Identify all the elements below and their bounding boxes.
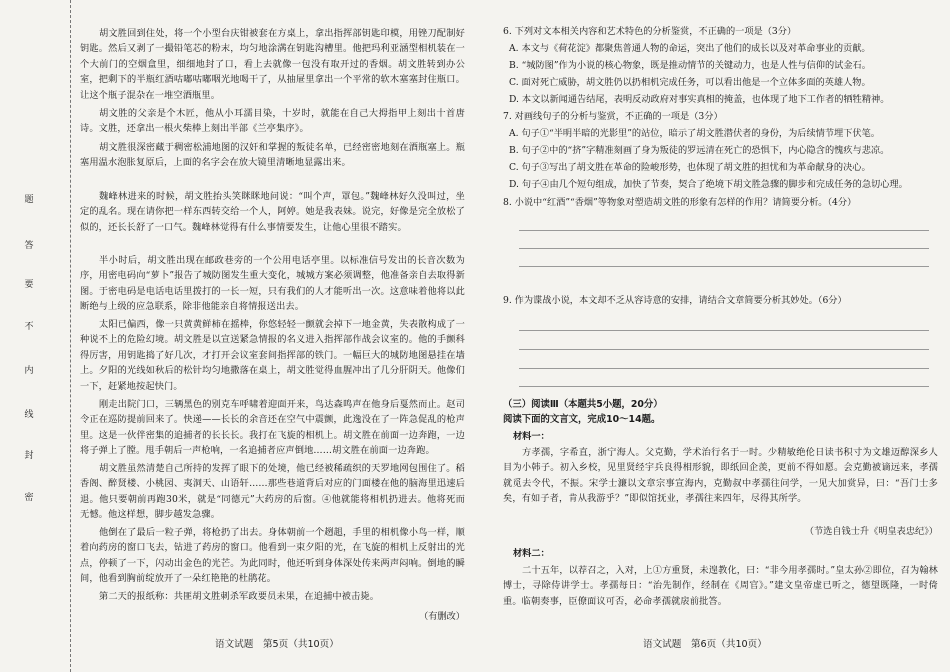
answer-line[interactable] — [519, 386, 929, 387]
page-footer: 语文试题 第6页（共10页） — [643, 639, 767, 650]
material-2-text: 二十五年，以荐召之，入对，上①方重贤，未遑教化，曰：“非今用孝孺时。”皇太孙②即位，召为翰林博士，寻除侍讲学士。孝孺每日：“治先制作，经制在《周官》。”建文皇帝虚已听之，德望既隆，一时倚重。临朝奏事，臣僚面议可否，必命孝孺就扆前批答。 — [503, 565, 938, 607]
page-5-column — [80, 0, 465, 672]
section-3-title: （三）阅读Ⅲ（本题共5小题，20分） — [503, 399, 663, 410]
answer-line[interactable] — [519, 349, 929, 350]
binding-label: 线 — [24, 410, 34, 420]
story-paragraph: 他倒在了最后一粒子弹，将枪扔了出去。身体朝前一个趔趄，手里的相机像小鸟一样，顺着向药房的窗口飞去，钻进了药房的窗口。他看到一束夕阳的光，在飞旋的相机上反射出的光点，停顿了一下，闪动出金色的光芒。为此同时，他还听到身体深处传来两声闷响。倒地的瞬间，他看到胸前绽放开了一朵红艳艳的杜鹃花。 — [80, 527, 465, 585]
binding-label: 内 — [24, 366, 34, 376]
story-paragraph: 刚走出院门口，三辆黑色的别克车呼啸着迎面开来，鸟达森鸣声在他身后戛然而止。赵司令正在巡防提前回来了。快递——长长的余音还在空气中震颤，此逸没在了一阵急促乱的枪声里。这是一伙伴密集的追捕者的长长长。我打在飞旋的相机上。胡文胜在前面一边奔跑，一边将子弹上了膛。甩手朝后一声枪响，一名追捕者应声倒地……胡文胜在前面一边奔跑。 — [80, 399, 465, 457]
story-paragraph: 胡文胜回到住处，将一个小型台庆钳被套在方桌上，拿出指挥部钥匙印模，用锉刀配制好钥匙。然后又剥了一撮铅笔芯的粉末，均匀地涂满在钥匙沟槽里。他把玛利亚涵型相机装在一个大前门的空烟盒里，细细地封了口，看上去就像一包没有取开过的香烟。胡文胜转到办公室，把剩下的半瓶红酒咕嘟咕嘟咽光地喝干了，从抽屉里拿出一个平常的软木塞塞封住瓶口。让这个瓶子混杂在一堆空酒瓶里。 — [80, 28, 465, 101]
binding-label: 答 — [24, 241, 34, 251]
story-paragraph: 魏峰林进来的时候，胡文胜抬头笑眯眯地问说：“叫个声，罩包。”魏峰林好久没叫过，坐定的乱名。现在请你把一样东西转交给一个人，阿婷。她是我表妹。说完，好像是完全放松了似的，还长长舒了一口气。魏峰林觉得有什么事情要发生，让他心里很不踏实。 — [80, 191, 465, 233]
story-paragraph: 胡文胜虽然清楚自己所持的发挥了眼下的处境，他已经被稀疏织的天罗地网包围住了。稻香阁、醉贤楼、小桃园、夷洞天、山语轩……那些巷道背后对应的门面楼在他的脑海里迅速后退。他只要朝前再跑30米，就是“同德元”大药房的后窗。④他就能将相机扔进去。他将死而无憾。他这样想，脚步越发急骤。 — [80, 463, 465, 521]
question-6-stem: 6. 下列对文本相关内容和艺术特色的分析鉴赏，不正确的一项是（3分） — [503, 26, 797, 37]
question-6-option: C. 面对死亡威胁，胡文胜仍以扔相机完成任务，可以看出他是一个立体多面的英雄人物。 — [509, 77, 871, 88]
question-6-option: D. 本文以新闻通告结尾，表明反动政府对事实真相的掩盖，也体现了地下工作者的牺牲精神。 — [509, 94, 890, 105]
source-note: （有删改） — [419, 611, 465, 622]
question-7-stem: 7. 对画线句子的分析与鉴赏，不正确的一项是（3分） — [503, 111, 723, 122]
material-2-label: 材料二： — [513, 548, 550, 559]
story-paragraph: 第二天的报纸称：共匪胡文胜刺杀军政要员未果，在追捕中被击毙。 — [99, 591, 380, 602]
question-9-stem: 9. 作为谍战小说，本文却不乏从容诗意的安排，请结合文章简要分析其妙处。（6分） — [503, 295, 847, 306]
question-6-option: B. “城防图”作为小说的核心物象，既是推动情节的关键动力，也是人性与信仰的试金石。 — [509, 60, 871, 71]
story-paragraph: 胡文胜的父亲是个木匠，他从小耳濡目染，十岁时，就能在自己大拇指甲上刻出十首唐诗。文胜，还拿出一根火柴棒上刻出半部《兰亭集序》。 — [80, 108, 465, 135]
material-1-text: 方孝孺，字希直，浙宁海人。父克勤，学术治行名于一时。少精敏绝伦日读书积寸为文雄迈醇深乡人目为小韩子。初入乡校，见里贤经宇兵良得相形貌，即纸回企羡，更前不得如愿。会克勤被谪远来，孝孺就觅去令代，不振。宋学士濂以文章宗事宣海内，克勤叔中孝孺往问学，一见大加赏异，曰：“吾门士多矣，有如子者，肯从我游乎？”即似馆抚业，孝孺往来四年，尽得其所学。 — [503, 447, 938, 505]
binding-margin — [0, 0, 71, 672]
question-7-option: D. 句子④由几个短句组成，加快了节奏，契合了绝境下胡文胜急骤的脚步和完成任务的急切心理。 — [509, 179, 908, 190]
story-paragraph: 胡文胜很深密藏于稠密松浦地图的汉奸和掌握的叛徒名单，已经密密地刻在酒瓶塞上。瓶塞用温水泡胀复原后，上面的名字会在放大镜里清晰地显露出来。 — [80, 142, 465, 169]
material-1-source: （节选自钱士升《明皇表忠纪》） — [804, 526, 938, 537]
story-paragraph: 太阳已偏西，像一只黄黄鲜柿在摇棒，你悠轻轻一颤就会掉下一地金黄，失表散构成了一种说不上的危险幻境。胡文胜是以宣送紧急情报的名义进入指挥部作战会议室的。他的手颤科得厉害，用钥匙捣了好几次，才打开会议室套间指挥部的铁门。一幅巨大的城防地图悬挂在墙上。夕阳的光线如秋后的松针均匀地撒落在桌上，胡文胜觉得血腥冲出了几分肝阴天。他像们一下，赶紧地按起快门。 — [80, 319, 465, 392]
page-6-column — [503, 0, 938, 672]
answer-line[interactable] — [519, 248, 929, 249]
question-7-option: A. 句子①“半明半暗的光影里”的站位，暗示了胡文胜潜伏者的身份，为后续情节埋下伏笔。 — [509, 128, 880, 139]
answer-line[interactable] — [519, 266, 929, 267]
question-6-option: A. 本文与《荷花淀》都聚焦普通人物的命运，突出了他们的成长以及对革命事业的贡献。 — [509, 43, 871, 54]
answer-line[interactable] — [519, 330, 929, 331]
question-7-option: C. 句子③写出了胡文胜在革命的险峻形势，也体现了胡文胜的担忧和为革命献身的决心。 — [509, 162, 871, 173]
question-8-stem: 8. 小说中“红酒”“香烟”等物象对塑造胡文胜的形象有怎样的作用？请简要分析。（4分） — [503, 197, 857, 208]
section-3-instruction: 阅读下面的文言文，完成10～14题。 — [503, 414, 661, 425]
answer-line[interactable] — [519, 230, 929, 231]
binding-label: 题 — [24, 195, 34, 205]
answer-line[interactable] — [519, 368, 929, 369]
material-1-label: 材料一： — [513, 431, 550, 442]
binding-label: 不 — [24, 322, 34, 332]
page-footer: 语文试题 第5页（共10页） — [215, 639, 339, 650]
binding-label: 封 — [24, 451, 34, 461]
story-paragraph: 半小时后，胡文胜出现在邮政巷旁的一个公用电话亭里。以标准信号发出的长音次数为序，用密电码向“萝卜”报告了城防图发生重大变化，城城方案必须调整，他准备亲自去取得新图。于密电码是电话电话里拨打的一长一短，只有我们的人才能听出一次。这意味着他将以此断绝与上级的应急联系，除非他能亲自将情报送出去。 — [80, 255, 465, 313]
binding-label: 密 — [24, 493, 34, 503]
binding-label: 要 — [24, 280, 34, 290]
question-7-option: B. 句子②中的“挤”字精准刻画了身为叛徒的罗远清在死亡的恐惧下，内心隐含的愧疚与悲凉。 — [509, 145, 890, 156]
